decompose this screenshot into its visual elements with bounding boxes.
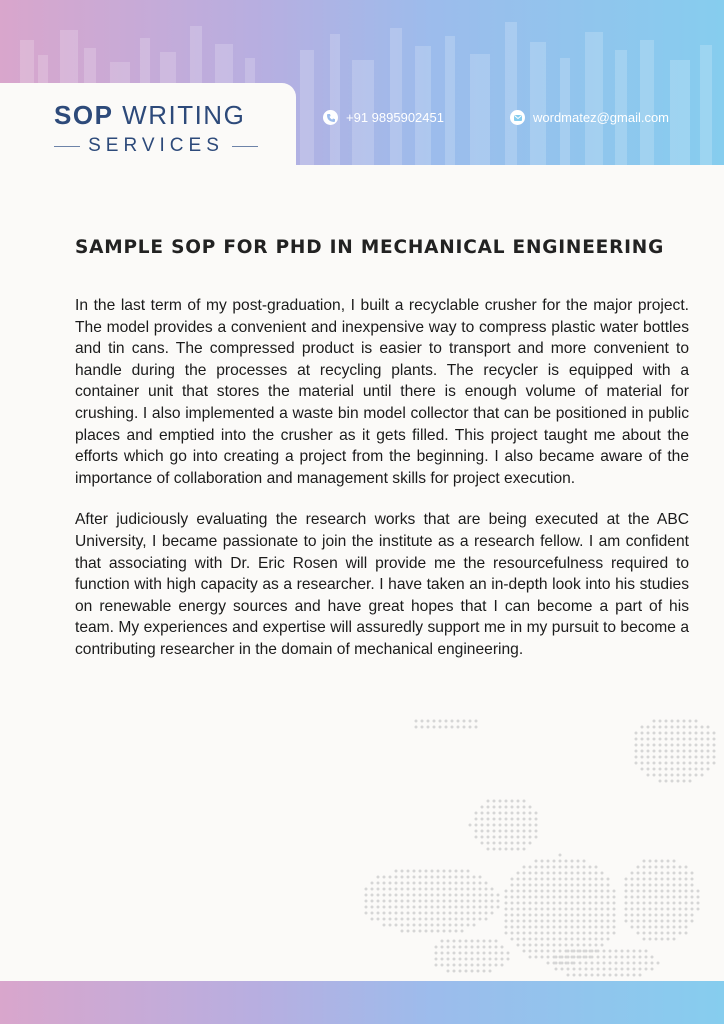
world-map-dots-decoration bbox=[350, 705, 724, 985]
phone-icon bbox=[323, 110, 338, 125]
document-title: SAMPLE SOP FOR PHD IN MECHANICAL ENGINEERING bbox=[75, 237, 665, 258]
logo-word-services: SERVICES bbox=[88, 135, 224, 156]
logo-word-sop: SOP bbox=[54, 100, 114, 130]
email-address: wordmatez@gmail.com bbox=[533, 110, 670, 125]
logo-rule-left bbox=[54, 146, 80, 147]
document-body bbox=[75, 295, 689, 681]
footer-band bbox=[0, 981, 724, 1024]
email-icon bbox=[510, 110, 525, 125]
logo-wordmark bbox=[54, 100, 245, 131]
contact-email[interactable] bbox=[510, 110, 669, 125]
logo-word-writing: WRITING bbox=[122, 100, 246, 130]
body-paragraph-1: In the last term of my post-graduation, I built a recyclable crusher for the major project. The model provides a convenient and inexpensive way to compress plastic water bottles and tin cans. The compressed product is easier to transport and more convenient to handle during the processes at recycling plants. The recycler is equipped with a container unit that stores the material until there is enough volume of material for crushing. I also implemented a waste bin model collector that can be positioned in public places and emptied into the crusher as it gets filled. This project taught me about the efforts which go into creating a project from the beginning. I also became aware of the importance of collaboration and management skills for project execution. bbox=[75, 297, 689, 487]
phone-number: +91 9895902451 bbox=[346, 110, 444, 125]
logo-subtitle bbox=[54, 135, 258, 157]
logo-rule-right bbox=[232, 146, 258, 147]
body-paragraph-2: After judiciously evaluating the research works that are being executed at the ABC University, I became passionate to join the institute as a research fellow. I am confident that associating with Dr. Eric Rosen will provide me the resourcefulness required to function with high capacity as a researcher. I have taken an in-depth look into his studies on renewable energy sources and have great hopes that I can become a part of his team. My experiences and expertise will assuredly support me in my pursuit to become a contributing researcher in the domain of mechanical engineering. bbox=[75, 511, 689, 658]
contact-phone[interactable] bbox=[323, 110, 444, 125]
